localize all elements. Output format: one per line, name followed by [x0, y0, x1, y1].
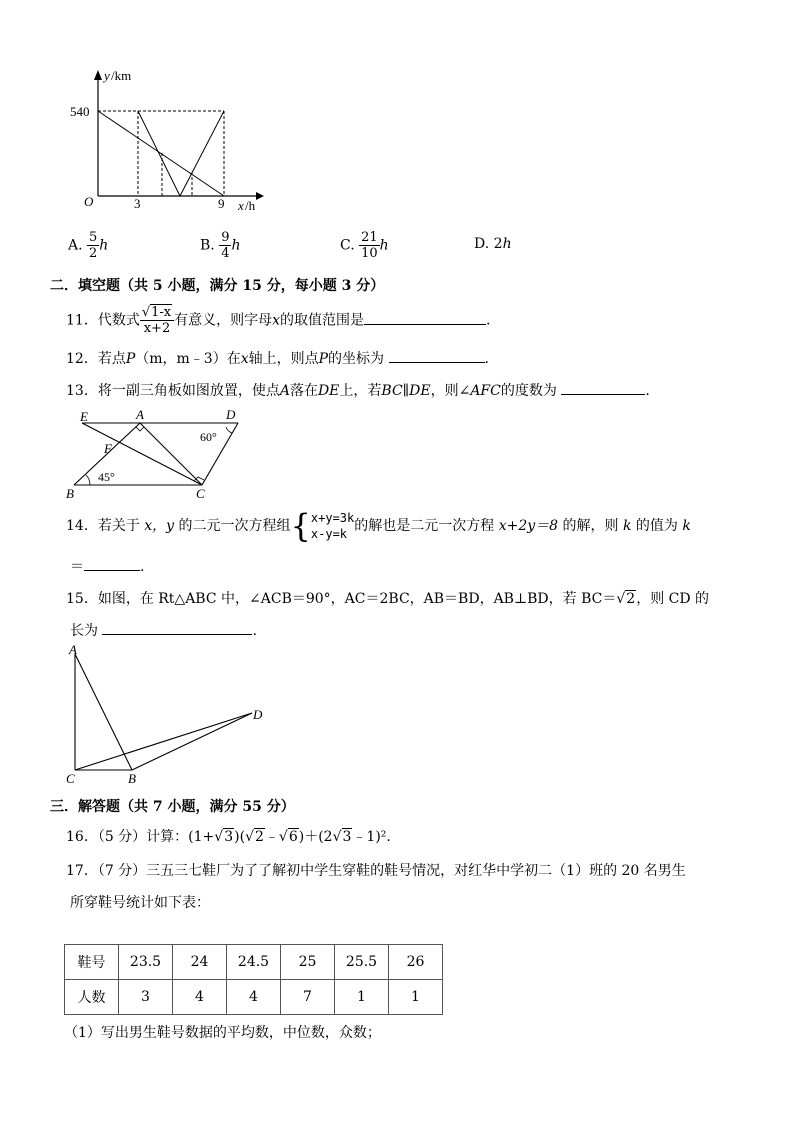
- graph-ylabel-var: y: [104, 68, 110, 83]
- table-cell: 24: [173, 945, 227, 980]
- section-3-heading: 三．解答题（共 7 小题，满分 55 分）: [50, 799, 295, 815]
- choice-a-label: A.: [68, 237, 83, 254]
- fig13-angle-45: 45°: [98, 470, 115, 484]
- fig13-label-c: C: [196, 486, 205, 501]
- choice-a[interactable]: A. $\frac{5}{2}$ h: [68, 230, 109, 261]
- graph-xlabel-var: x: [238, 198, 244, 213]
- table-cell: 4: [227, 980, 281, 1015]
- question-15: 15．如图，在 Rt△ABC 中，∠ACB＝90°，AC＝2BC，AB＝BD，AB⊥BD，若 BC＝√2，则 CD 的: [66, 591, 710, 607]
- table-cell: 26: [389, 945, 443, 980]
- table-cell: 1: [389, 980, 443, 1015]
- table-cell: 7: [281, 980, 335, 1015]
- fig15-label-d: D: [253, 707, 263, 722]
- choice-c[interactable]: C. $\frac{21}{10}$ h: [340, 230, 389, 261]
- q12-answer-blank[interactable]: [389, 348, 485, 363]
- q14-answer-blank[interactable]: [84, 556, 140, 571]
- fig13-angle-60: 60°: [200, 430, 217, 444]
- choice-b-fraction: $\frac{9}{4}$: [221, 230, 230, 261]
- table-cell: 3: [119, 980, 173, 1015]
- question-12: 12．若点P（m，m﹣3）在x轴上，则点P的坐标为 .: [66, 348, 489, 368]
- choice-d[interactable]: D. 2h: [474, 236, 512, 252]
- graph-y540: 540: [70, 104, 90, 119]
- question-14-line2: ＝ .: [70, 556, 144, 576]
- table-cell: 人数: [65, 980, 119, 1015]
- table-cell: 4: [173, 980, 227, 1015]
- q11-answer-blank[interactable]: [364, 310, 486, 325]
- question-13: 13．将一副三角板如图放置，使点A落在DE上，若BC∥DE，则∠AFC的度数为 .: [66, 380, 650, 400]
- graph-x9: 9: [218, 196, 225, 211]
- question-16: 16．（5 分）计算：(1+√3)(√2﹣√6)＋(2√3﹣1)².: [66, 829, 391, 845]
- question-15-line2: 长为 .: [70, 620, 257, 640]
- choice-b-label: B.: [200, 237, 215, 254]
- question-11: 11．代数式 $\frac{√1-x}{x+2}$ 有意义，则字母x的取值范围是 .: [66, 305, 491, 336]
- fig15-label-a: A: [69, 642, 77, 657]
- fig13-label-b: B: [66, 486, 74, 501]
- fig13-label-e: E: [80, 409, 88, 424]
- table-cell: 25: [281, 945, 335, 980]
- question-17-sub1: （1）写出男生鞋号数据的平均数，中位数，众数；: [64, 1025, 381, 1041]
- table-cell: 鞋号: [65, 945, 119, 980]
- q11-fraction: $\frac{√1-x}{x+2}$: [140, 305, 174, 336]
- question-14: 14．若关于 x，y 的二元一次方程组{ x+y=3k x-y=k 的解也是二元一次方程 x+2y＝8 的解，则 k 的值为 k: [66, 507, 691, 545]
- graph-x3: 3: [134, 196, 141, 211]
- choice-c-fraction: $\frac{21}{10}$: [361, 230, 378, 261]
- q15-answer-blank[interactable]: [102, 620, 252, 635]
- question-17: 17．（7 分）三五三七鞋厂为了了解初中学生穿鞋的鞋号情况，对红华中学初二（1）班的 20 名男生: [66, 863, 686, 879]
- right-triangle-figure: [62, 640, 272, 790]
- question-17-line2: 所穿鞋号统计如下表：: [70, 895, 210, 911]
- table-cell: 24.5: [227, 945, 281, 980]
- table-cell: 1: [335, 980, 389, 1015]
- q14-equation-system: x+y=3k x-y=k: [310, 511, 355, 541]
- table-row: [65, 980, 443, 1015]
- choice-b[interactable]: B. $\frac{9}{4}$ h: [200, 230, 241, 261]
- graph-xlabel-unit: /h: [245, 198, 256, 213]
- choice-d-label: D.: [474, 236, 490, 252]
- distance-time-graph: [60, 60, 290, 220]
- choice-c-label: C.: [340, 237, 355, 254]
- choice-a-fraction: $\frac{5}{2}$: [89, 230, 98, 261]
- triangle-set-figure: [60, 405, 250, 500]
- table-row: [65, 945, 443, 980]
- fig15-label-b: B: [128, 771, 136, 786]
- graph-ylabel-unit: /km: [111, 68, 132, 83]
- fig13-label-a: A: [136, 407, 144, 422]
- table-cell: 25.5: [335, 945, 389, 980]
- fig13-label-f: F: [104, 441, 112, 456]
- graph-origin: O: [84, 194, 94, 209]
- section-2-heading: 二．填空题（共 5 小题，满分 15 分，每小题 3 分）: [50, 278, 385, 294]
- fig15-label-c: C: [66, 771, 75, 786]
- shoe-size-table: [64, 944, 443, 1015]
- q13-answer-blank[interactable]: [561, 380, 645, 395]
- table-cell: 23.5: [119, 945, 173, 980]
- fig13-label-d: D: [226, 407, 236, 422]
